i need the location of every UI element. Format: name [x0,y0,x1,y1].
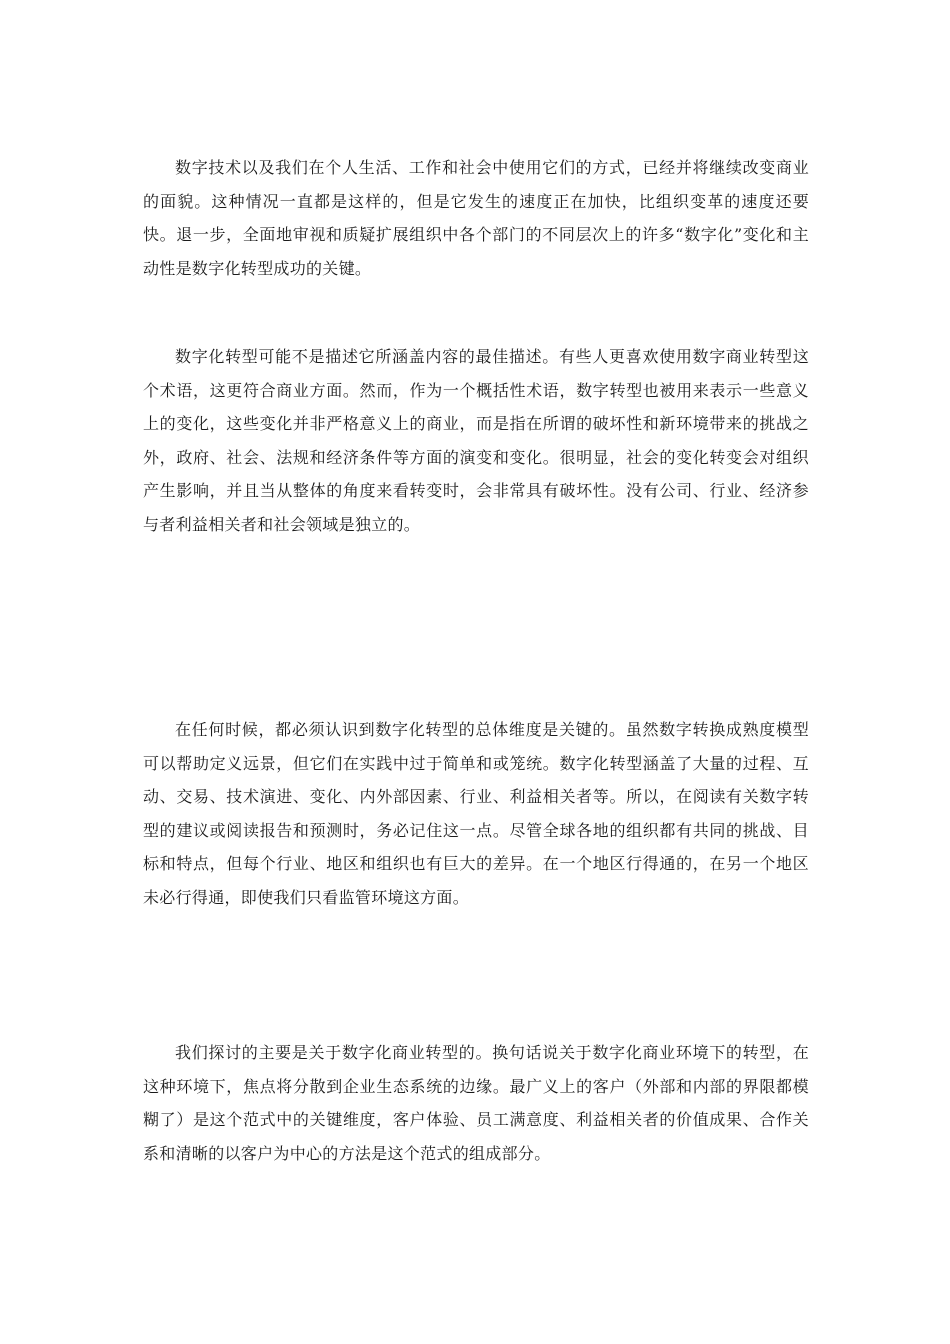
paragraph-1: 数字技术以及我们在个人生活、工作和社会中使用它们的方式，已经并将继续改变商业的面貌。这种情况一直都是这样的，但是它发生的速度正在加快，比组织变革的速度还要快。退一步，全面地审视和质疑扩展组织中各个部门的不同层次上的许多“数字化”变化和主动性是数字化转型成功的关键。 [143,158,809,278]
paragraph-3: 在任何时候，都必须认识到数字化转型的总体维度是关键的。虽然数字转换成熟度模型可以帮助定义远景，但它们在实践中过于简单和或笼统。数字化转型涵盖了大量的过程、互动、交易、技术演进、变化、内外部因素、行业、利益相关者等。所以，在阅读有关数字转型的建议或阅读报告和预测时，务必记住这一点。尽管全球各地的组织都有共同的挑战、目标和特点，但每个行业、地区和组织也有巨大的差异。在一个地区行得通的，在另一个地区未必行得通，即使我们只看监管环境这方面。 [143,720,809,907]
paragraph-4: 我们探讨的主要是关于数字化商业转型的。换句话说关于数字化商业环境下的转型，在这种环境下，焦点将分散到企业生态系统的边缘。最广义上的客户（外部和内部的界限都模糊了）是这个范式中的关键维度，客户体验、员工满意度、利益相关者的价值成果、合作关系和清晰的以客户为中心的方法是这个范式的组成部分。 [143,1043,809,1163]
paragraph-2: 数字化转型可能不是描述它所涵盖内容的最佳描述。有些人更喜欢使用数字商业转型这个术语，这更符合商业方面。然而，作为一个概括性术语，数字转型也被用来表示一些意义上的变化，这些变化并非严格意义上的商业，而是指在所谓的破坏性和新环境带来的挑战之外，政府、社会、法规和经济条件等方面的演变和变化。很明显，社会的变化转变会对组织产生影响，并且当从整体的角度来看转变时，会非常具有破坏性。没有公司、行业、经济参与者利益相关者和社会领域是独立的。 [143,347,809,534]
